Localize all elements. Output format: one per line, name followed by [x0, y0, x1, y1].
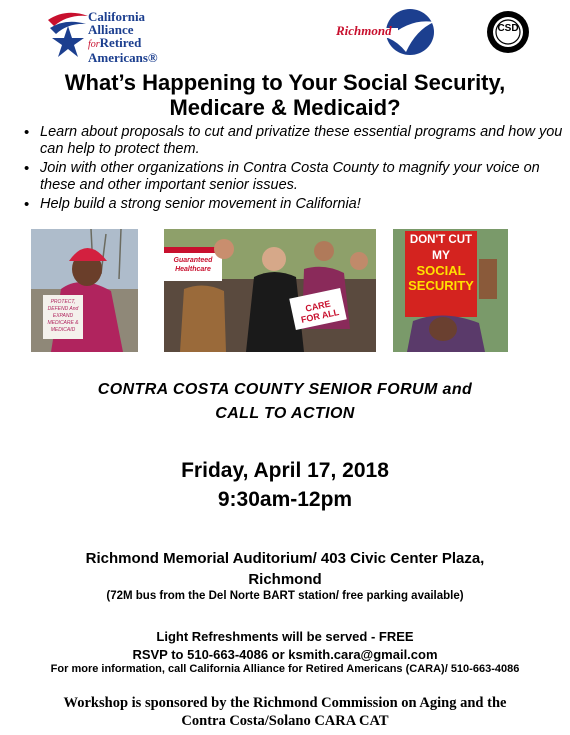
- cara-line2: Alliance: [88, 22, 134, 37]
- photo-rally-crowd: [164, 229, 376, 352]
- sponsor-note: [0, 694, 570, 730]
- photo2-sign2-text: CARE FOR ALL: [300, 298, 340, 325]
- photo3-sign-line3: SOCIAL: [416, 263, 466, 278]
- rsvp-text: RSVP to 510-663-4086 or ksmith.cara@gmail.com: [132, 647, 438, 662]
- star-swoosh-icon: [46, 8, 90, 58]
- refreshments-text: Light Refreshments will be served - FREE: [156, 629, 414, 644]
- bullet-item: • Join with other organizations in Contra Costa County to magnify your voice on these and other important senior issues.: [24, 160, 564, 194]
- event-name-line2: CALL TO ACTION: [215, 405, 355, 422]
- bullet-item: • Help build a strong senior movement in California!: [24, 196, 564, 213]
- bullet-item: • Learn about proposals to cut and privatize these essential programs and how you can help to protect them.: [24, 124, 564, 158]
- photo-woman-red-hat: [31, 229, 138, 352]
- event-datetime: [0, 456, 570, 514]
- photo2-sign1-text: Guaranteed Healthcare: [173, 257, 213, 273]
- venue-line2: Richmond: [248, 571, 322, 588]
- page-title: [0, 70, 570, 120]
- title-line1: What’s Happening to Your Social Security,: [64, 70, 506, 95]
- cara-line1: California: [88, 9, 146, 24]
- cara-line3: for: [88, 39, 100, 50]
- logo-row: [0, 4, 570, 66]
- more-info: For more information, call California Alliance for Retired Americans (CARA)/ 510-663-4086: [50, 663, 520, 675]
- cara-logo-text: [88, 10, 158, 64]
- richmond-logo: [336, 8, 436, 58]
- sponsor-line2: Contra Costa/Solano CARA CAT: [181, 713, 389, 729]
- venue-line1: Richmond Memorial Auditorium/ 403 Civic Center Plaza,: [85, 550, 485, 567]
- sponsor-line1: Workshop is sponsored by the Richmond Commission on Aging and the: [63, 695, 507, 711]
- cara-line5: Americans®: [88, 50, 158, 65]
- event-name: [0, 378, 570, 426]
- photo-social-security-sign: [393, 229, 508, 352]
- cara-line4: Retired: [99, 35, 142, 50]
- event-name-line1: CONTRA COSTA COUNTY SENIOR FORUM and: [97, 381, 473, 398]
- bus-info: (72M bus from the Del Norte BART station/ free parking available): [106, 590, 464, 602]
- refreshments-rsvp: [0, 628, 570, 664]
- photo3-sign-line4: SECURITY: [408, 278, 474, 293]
- richmond-logo-text: Richmond: [336, 23, 392, 38]
- bullet-list: [24, 124, 564, 215]
- cara-logo: [46, 8, 156, 64]
- event-date: Friday, April 17, 2018: [181, 459, 389, 482]
- csd-logo-text: CSD: [497, 23, 519, 34]
- title-line2: Medicare & Medicaid?: [169, 95, 401, 120]
- rally-crowd-image: [164, 229, 376, 352]
- photo1-sign-text: PROTECT, DEFEND And EXPAND MEDICARE & MEDICAID: [47, 299, 79, 333]
- csd-logo: [486, 10, 530, 54]
- photo3-sign-line2: MY: [432, 248, 450, 262]
- event-time: 9:30am-12pm: [217, 488, 353, 511]
- event-venue: [0, 548, 570, 590]
- photo3-sign-line1: DON'T CUT: [409, 234, 473, 246]
- photo3-sign-text: [405, 233, 477, 293]
